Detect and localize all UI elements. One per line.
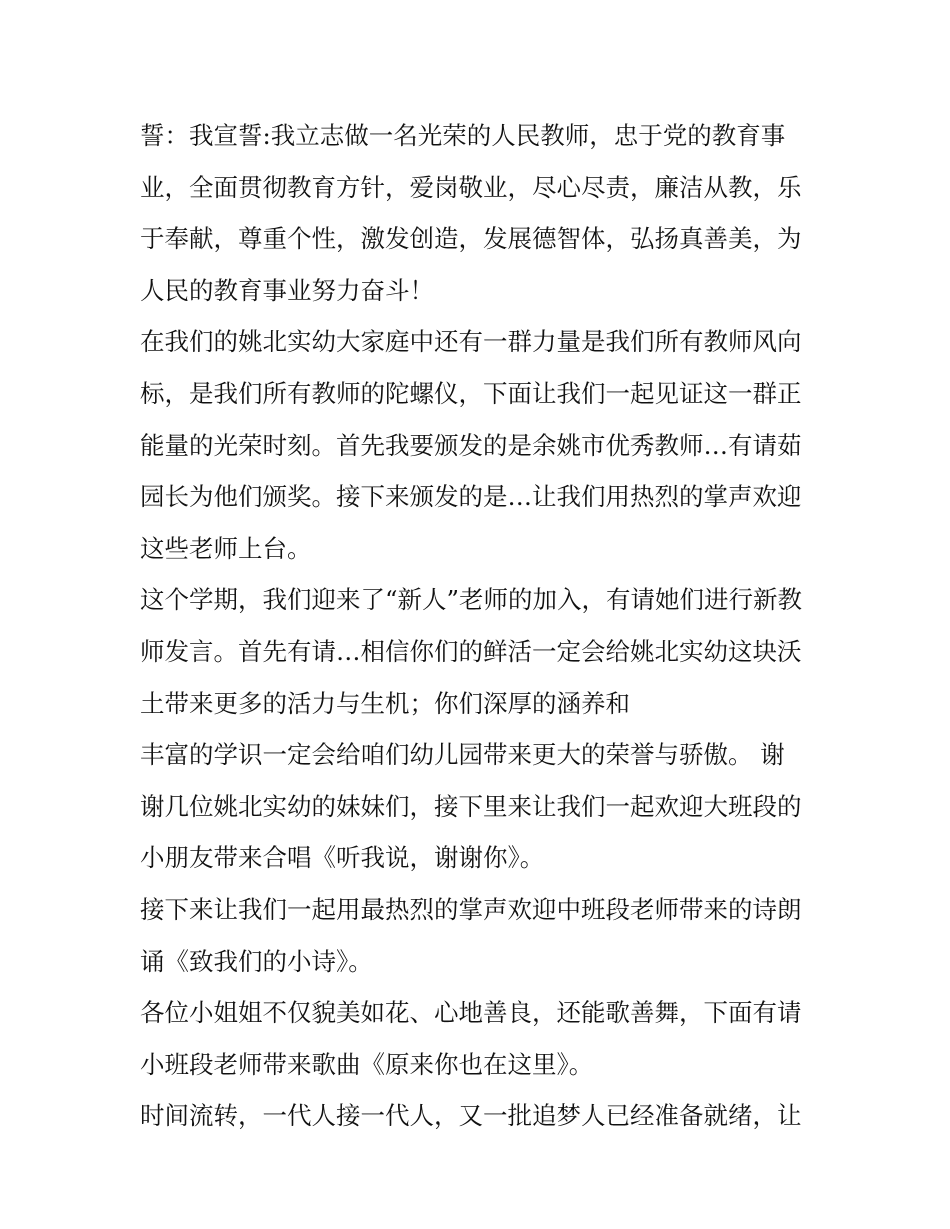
text-line: 丰富的学识一定会给咱们幼儿园带来更大的荣誉与骄傲。 谢 [140, 740, 785, 770]
text-line: 业，全面贯彻教育方针，爱岗敬业，尽心尽责，廉洁从教，乐 [140, 172, 802, 202]
text-line: 土带来更多的活力与生机；你们深厚的涵养和 [140, 688, 630, 718]
text-line: 在我们的姚北实幼大家庭中还有一群力量是我们所有教师风向 [140, 327, 802, 357]
text-line: 这些老师上台。 [140, 533, 312, 563]
document-body-text [140, 110, 812, 1142]
text-line: 标，是我们所有教师的陀螺仪，下面让我们一起见证这一群正 [140, 378, 802, 408]
text-line: 于奉献，尊重个性，激发创造，发展德智体，弘扬真善美，为 [140, 224, 802, 254]
text-line: 接下来让我们一起用最热烈的掌声欢迎中班段老师带来的诗朗 [140, 894, 802, 924]
text-line: 誓：我宣誓:我立志做一名光荣的人民教师，忠于党的教育事 [140, 121, 786, 150]
text-line: 这个学期，我们迎来了“新人”老师的加入，有请她们进行新教 [140, 585, 803, 615]
text-line: 能量的光荣时刻。首先我要颁发的是余姚市优秀教师…有请茹 [140, 430, 802, 460]
text-line: 各位小姐姐不仅貌美如花、心地善良，还能歌善舞，下面有请 [140, 998, 802, 1028]
text-line: 诵《致我们的小诗》。 [140, 946, 373, 976]
text-line: 时间流转，一代人接一代人，又一批追梦人已经准备就绪，让 [140, 1101, 802, 1131]
text-line: 师发言。首先有请…相信你们的鲜活一定会给姚北实幼这块沃 [140, 636, 802, 666]
text-line: 小朋友带来合唱《听我说，谢谢你》。 [140, 843, 545, 873]
text-line: 小班段老师带来歌曲《原来你也在这里》。 [140, 1049, 594, 1079]
text-line: 谢几位姚北实幼的妹妹们，接下里来让我们一起欢迎大班段的 [140, 791, 802, 821]
text-line: 人民的教育事业努力奋斗！ [140, 275, 434, 305]
text-line: 园长为他们颁奖。接下来颁发的是…让我们用热烈的掌声欢迎 [140, 482, 802, 512]
